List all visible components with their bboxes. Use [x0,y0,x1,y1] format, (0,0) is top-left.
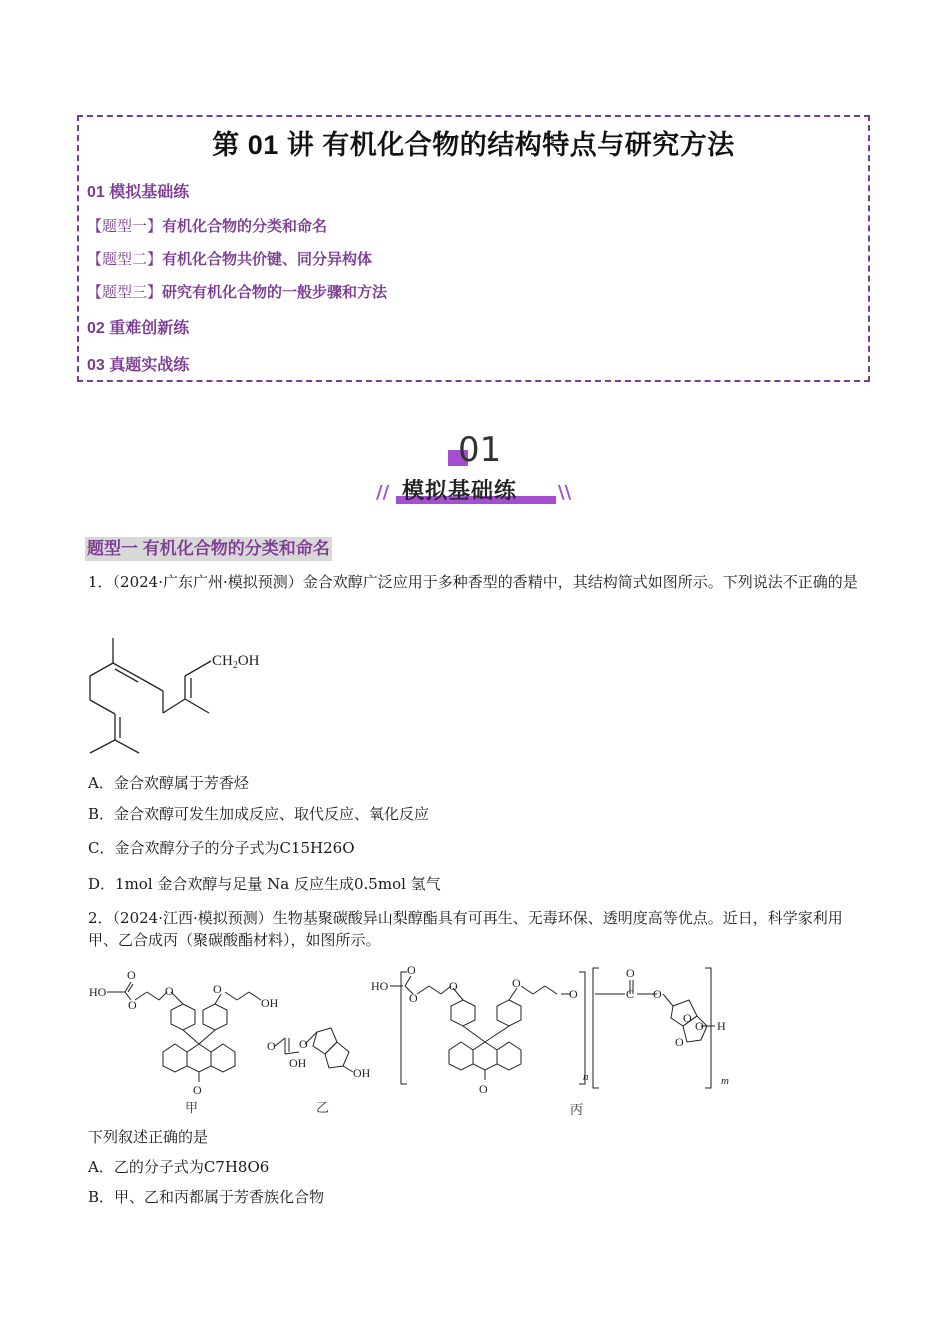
ch2oh-label: $CH_2OH$ [212,653,260,671]
atom-label: O [267,1039,276,1053]
atom-label: H [717,1019,726,1033]
slash-left-icon: // [376,482,390,503]
q1-option-a[interactable]: A．金合欢醇属于芳香烃 [88,774,249,792]
atom-label: HO [371,979,389,993]
q1-option-c[interactable]: C．金合欢醇分子的分子式为C15H26O [88,839,355,857]
atom-label: C [626,987,635,1001]
toc-item-1[interactable]: 01 模拟基础练 [87,184,190,201]
atom-label: O [299,1037,308,1051]
atom-label: O [407,963,416,977]
subscript-n: n [583,1071,589,1083]
toc-item-label: 研究有机化合物的一般步骤和方法 [162,283,388,301]
q1-structure [85,628,285,766]
toc-item-5[interactable]: 02 重难创新练 [87,320,190,337]
q2-structures [85,962,745,1122]
q1-option-b[interactable]: B．金合欢醇可发生加成反应、取代反应、氧化反应 [88,805,430,823]
page-title: 第 01 讲 有机化合物的结构特点与研究方法 [212,130,735,160]
toc-item-6[interactable]: 03 真题实战练 [87,357,190,374]
atom-label: OH [353,1066,371,1080]
q1-stem: 1．（2024·广东广州·模拟预测）金合欢醇广泛应用于多种香型的香精中，其结构简式如图所示。下列说法不正确的是 [88,573,858,591]
atom-label: O [127,968,136,982]
atom-label: OH [289,1056,307,1070]
toc-item-3[interactable] [87,248,372,269]
atom-label: HO [89,985,107,999]
atom-label: O [193,1083,202,1097]
atom-label: O [569,987,578,1001]
atom-label: O [165,984,174,998]
atom-label: O [128,998,137,1012]
atom-label: O [653,987,662,1001]
toc-bracket: 【题型三】 [87,283,163,301]
toc-item-4[interactable] [87,281,387,302]
atom-label: O [409,991,418,1005]
q2-option-a[interactable]: A．乙的分子式为C7H8O6 [88,1158,270,1176]
caption-bing: 丙 [570,1103,584,1118]
q2-prompt: 下列叙述正确的是 [88,1128,209,1146]
toc-item-label: 有机化合物共价键、同分异构体 [162,250,373,268]
type-heading: 题型一 有机化合物的分类和命名 [85,537,332,561]
section-badge [376,430,572,510]
atom-label: O [683,1011,692,1025]
atom-label: O [512,976,521,990]
atom-label: O [626,966,635,980]
q2-stem: 2．（2024·江西·模拟预测）生物基聚碳酸异山梨醇酯具有可再生、无毒环保、透明度高等优点。近日，科学家利用甲、乙合成丙（聚碳酸酯材料），如图所示。 [88,909,843,949]
q1-option-d[interactable]: D．1mol 金合欢醇与足量 Na 反应生成0.5mol 氢气 [88,875,441,893]
atom-label: O [695,1019,704,1033]
atom-label: O [675,1035,684,1049]
subscript-m: m [721,1075,729,1087]
q2-option-b[interactable]: B．甲、乙和丙都属于芳香族化合物 [88,1188,325,1206]
toc-item-label: 有机化合物的分类和命名 [162,217,328,235]
section-number: 01 [458,430,502,470]
toc-item-2[interactable] [87,215,327,236]
atom-label: O [213,982,222,996]
caption-jia: 甲 [185,1101,199,1116]
toc-box [77,115,870,382]
toc-bracket: 【题型二】 [87,250,163,268]
toc-bracket: 【题型一】 [87,217,163,235]
section-title: 模拟基础练 [402,479,518,504]
caption-yi: 乙 [316,1101,330,1116]
atom-label: OH [261,996,279,1010]
slash-right-icon: \\ [558,482,572,503]
atom-label: O [479,1082,488,1096]
atom-label: O [449,979,458,993]
